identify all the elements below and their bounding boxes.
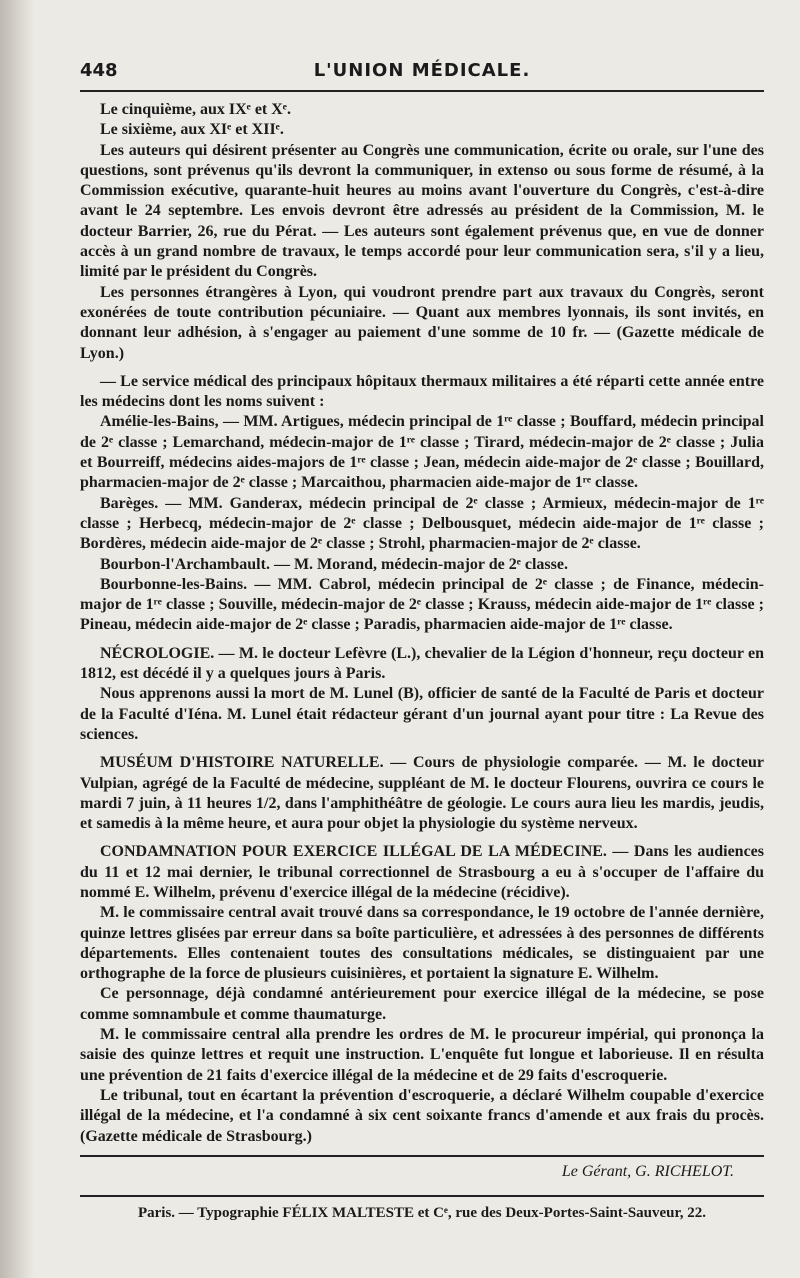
journal-title: L'UNION MÉDICALE. [313, 60, 531, 81]
paragraph: M. le commissaire central alla prendre les ordres de M. le procureur impérial, qui prononça la saisie des quinze lettres et requit une instruction. L'enquête fut longue et laborieuse. Il en résulta une prévention de 21 faits d'exercice illégal de la médecine et de 29 faits d'escroquerie. [80, 1026, 764, 1084]
paragraph: Le tribunal, tout en écartant la prévention d'escroquerie, a déclaré Wilhelm coupable d'exercice illégal de la médecine, et l'a condamné à six cent soixante francs d'amende et aux frais du procès. (Gazette médicale de Strasbourg.) [80, 1086, 764, 1145]
paragraph: Ce personnage, déjà condamné antérieurement pour exercice illégal de la médecine, se pose comme somnambule et comme thaumaturge. [80, 985, 764, 1023]
printer-footer: Paris. — Typographie FÉLIX MALTESTE et Cᵉ, rue des Deux-Portes-Saint-Sauveur, 22. [80, 1195, 764, 1222]
paragraph: Barèges. — MM. Ganderax, médecin principal de 2ᵉ classe ; Armieux, médecin-major de 1ʳᵉ classe ; Herbecq, médecin-major de 2ᵉ classe ; Delbousquet, médecin aide-major de 1ʳᵉ classe ; Bordères, médecin aide-major de 2ᵉ classe ; Strohl, pharmacien-major de 2ᵉ classe. [80, 494, 764, 553]
paragraph: Le sixième, aux XIᵉ et XIIᵉ. [100, 121, 284, 139]
paragraph: Nous apprenons aussi la mort de M. Lunel (B), officier de santé de la Faculté de Paris et docteur de la Faculté d'Iéna. M. Lunel était rédacteur gérant d'un journal ayant pour titre : La Revue des sciences. [80, 685, 764, 743]
paragraph: — Le service médical des principaux hôpitaux thermaux militaires a été réparti cette année entre les médecins dont les noms suivent : [80, 372, 764, 411]
article-body [80, 100, 764, 1147]
paragraph-museum: MUSÉUM D'HISTOIRE NATURELLE. — Cours de physiologie comparée. — M. le docteur Vulpian, agrégé de la Faculté de médecine, suppléant de M. le docteur Flourens, ouvrira ce cours le mardi 7 juin, à 11 heures 1/2, dans l'amphithéâtre de géologie. Le cours aura lieu les mardis, jeudis, et samedis à la même heure, et aura pour objet la physiologie du système nerveux. [80, 754, 764, 833]
paragraph: Bourbon-l'Archambault. — M. Morand, médecin-major de 2ᵉ classe. [100, 555, 568, 573]
paragraph: M. le commissaire central avait trouvé dans sa correspondance, le 19 octobre de l'année dernière, quinze lettres glisées par erreur dans sa boîte particulière, et adressées à des personnes de différents départements. Elles contenaient toutes des consultations médicales, se distinguaient par une orthographe de la force de plusieurs cuisinières, et portaient la signature E. Wilhelm. [80, 904, 764, 983]
paragraph-condamnation: CONDAMNATION POUR EXERCICE ILLÉGAL DE LA MÉDECINE. — Dans les audiences du 11 et 12 mai dernier, le tribunal correctionnel de Strasbourg a eu à s'occuper de l'affaire du nommé E. Wilhelm, prévenu d'exercice illégal de la médecine (récidive). [80, 843, 764, 901]
paragraph: Amélie-les-Bains, — MM. Artigues, médecin principal de 1ʳᵉ classe ; Bouffard, médecin principal de 2ᵉ classe ; Lemarchand, médecin-major de 1ʳᵉ classe ; Tirard, médecin-major de 2ᵉ classe ; Julia et Bourreiff, médecins aides-majors de 1ʳᵉ classe ; Jean, médecin aide-major de 2ᵉ classe ; Bouillard, pharmacien-major de 2ᵉ classe ; Marcaithou, pharmacien aide-major de 1ʳᵉ classe. [80, 413, 764, 492]
divider [80, 1155, 764, 1157]
paragraph: Le cinquième, aux IXᵉ et Xᵉ. [100, 101, 291, 118]
page-number: 448 [80, 60, 118, 81]
signature: Le Gérant, G. RICHELOT. [561, 1162, 734, 1180]
paragraph-necrologie: NÉCROLOGIE. — M. le docteur Lefèvre (L.), chevalier de la Légion d'honneur, reçu docteur en 1812, est décédé il y a quelques jours à Paris. [80, 644, 764, 683]
paragraph: Bourbonne-les-Bains. — MM. Cabrol, médecin principal de 2ᵉ classe ; de Finance, médecin-major de 1ʳᵉ classe ; Souville, médecin-major de 2ᵉ classe ; Krauss, médecin aide-major de 1ʳᵉ classe ; Pineau, médecin aide-major de 2ᵉ classe ; Paradis, pharmacien aide-major de 1ʳᵉ classe. [80, 575, 764, 634]
paragraph: Les personnes étrangères à Lyon, qui voudront prendre part aux travaux du Congrès, seront exonérées de toute contribution pécuniaire. — Quant aux membres lyonnais, ils sont invités, en donnant leur adhésion, à s'engager au paiement d'une somme de 10 fr. — (Gazette médicale de Lyon.) [80, 283, 764, 362]
page-header [80, 52, 764, 92]
paragraph: Les auteurs qui désirent présenter au Congrès une communication, écrite ou orale, sur l'une des questions, sont prévenus qu'ils devront la communiquer, in extenso ou sous forme de résumé, à la Commission exécutive, quarante-huit heures au moins avant l'ouverture du Congrès, c'est-à-dire avant le 24 septembre. Les envois devront être adressés au président de la Commission, M. le docteur Barrier, 26, rue du Pérat. — Les auteurs sont également prévenus que, en vue de donner accès à un grand nombre de travaux, le temps accordé pour leur communication sera, s'il y a lieu, limité par le président du Congrès. [80, 141, 764, 281]
